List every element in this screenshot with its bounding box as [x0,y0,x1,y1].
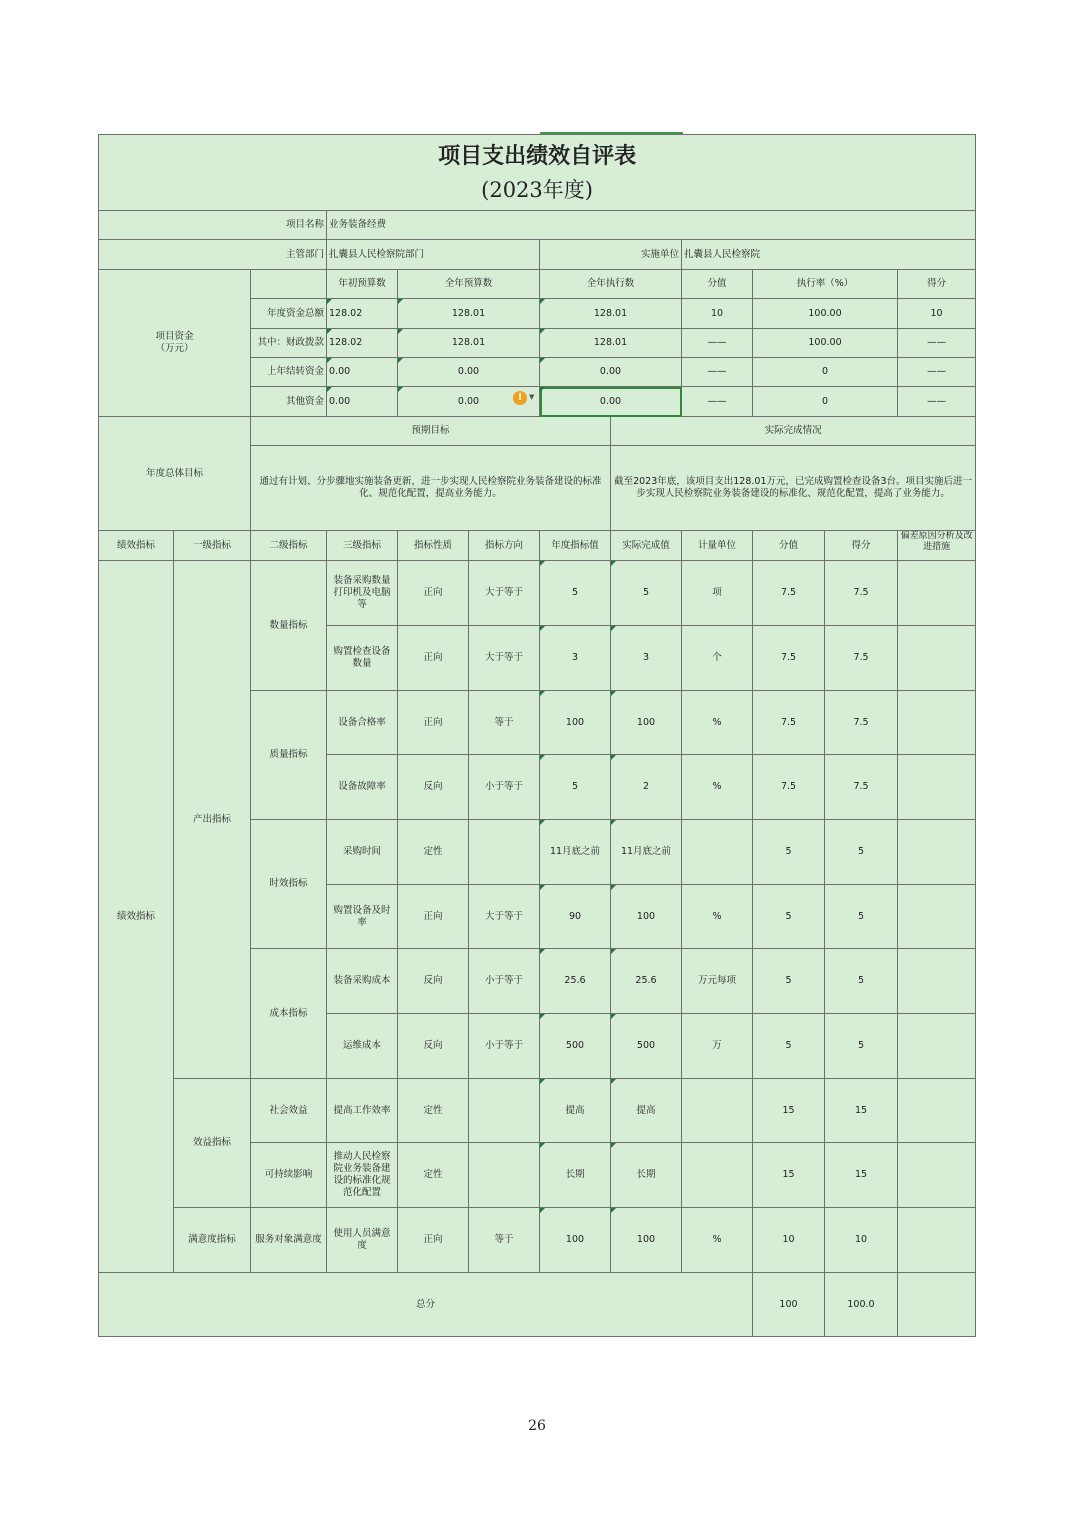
indicator-target[interactable]: 100 [540,691,611,755]
ind-header-score-value[interactable]: 分值 [753,531,825,561]
indicator-direction[interactable]: 大于等于 [469,626,540,691]
indicator-deviation[interactable] [898,1143,976,1208]
indicator-actual[interactable]: 5 [611,561,682,626]
indicator-actual[interactable]: 100 [611,885,682,949]
indicator-score-value[interactable]: 5 [753,949,825,1014]
indicator-deviation[interactable] [898,1079,976,1143]
indicator-target[interactable]: 5 [540,755,611,820]
funds-row-init[interactable]: 0.00 [327,358,398,387]
indicator-unit[interactable]: 项 [682,561,753,626]
indicator-unit[interactable]: 个 [682,626,753,691]
indicator-direction[interactable]: 小于等于 [469,755,540,820]
ind-header-nature[interactable]: 指标性质 [398,531,469,561]
page-number: 26 [528,1418,546,1434]
indicator-score[interactable]: 7.5 [825,626,898,691]
indicator-nature[interactable]: 反向 [398,949,469,1014]
indicator-score[interactable]: 10 [825,1208,898,1273]
indicator-target[interactable]: 5 [540,561,611,626]
funds-row-exec[interactable]: 128.01 [540,299,682,329]
level1-output[interactable]: 产出指标 [174,561,251,1079]
indicator-actual[interactable]: 11月底之前 [611,820,682,885]
indicator-score[interactable]: 5 [825,820,898,885]
indicator-score[interactable]: 5 [825,885,898,949]
indicator-level3[interactable]: 采购时间 [327,820,398,885]
indicator-target[interactable]: 3 [540,626,611,691]
funds-row-budget[interactable]: 0.00 [398,358,540,387]
indicator-deviation[interactable] [898,1014,976,1079]
indicator-score-value[interactable]: 15 [753,1143,825,1208]
level2-timeliness[interactable]: 时效指标 [251,820,327,949]
ind-header-level3[interactable]: 三级指标 [327,531,398,561]
project-name-label[interactable]: 项目名称 [99,211,327,240]
perf-indicator-group-label[interactable]: 绩效指标 [99,561,174,1273]
level1-satisfaction[interactable]: 满意度指标 [174,1208,251,1273]
funds-row-budget[interactable]: 128.01 [398,329,540,358]
funds-row-rate[interactable]: 100.00 [753,329,898,358]
indicator-actual[interactable]: 500 [611,1014,682,1079]
funds-label-cell[interactable] [99,270,251,417]
indicator-level3[interactable]: 购置检查设备数量 [327,626,398,691]
funds-row-score-value[interactable]: —— [682,387,753,417]
ind-header-direction[interactable]: 指标方向 [469,531,540,561]
indicator-level3[interactable]: 设备合格率 [327,691,398,755]
level2-service[interactable]: 服务对象满意度 [251,1208,327,1273]
indicator-direction[interactable]: 等于 [469,1208,540,1273]
funds-row-label[interactable]: 年度资金总额 [251,299,327,329]
indicator-deviation[interactable] [898,949,976,1014]
indicator-target[interactable]: 25.6 [540,949,611,1014]
dept-value[interactable]: 扎囊县人民检察院部门 [327,240,540,270]
funds-row-score[interactable]: —— [898,387,976,417]
ind-header-level2[interactable]: 二级指标 [251,531,327,561]
ind-header-deviation[interactable]: 偏差原因分析及改进措施 [898,531,976,561]
indicator-score-value[interactable]: 5 [753,1014,825,1079]
level2-sustain[interactable]: 可持续影响 [251,1143,327,1208]
funds-row-rate[interactable]: 0 [753,387,898,417]
level2-social[interactable]: 社会效益 [251,1079,327,1143]
indicator-nature[interactable]: 正向 [398,1208,469,1273]
funds-row-exec[interactable]: 0.00 [540,358,682,387]
funds-row-rate[interactable]: 0 [753,358,898,387]
ind-header-score[interactable]: 得分 [825,531,898,561]
total-score-value[interactable]: 100 [753,1273,825,1337]
indicator-level3[interactable]: 购置设备及时率 [327,885,398,949]
indicator-deviation[interactable] [898,820,976,885]
indicator-level3[interactable]: 装备采购数量打印机及电脑等 [327,561,398,626]
table-subtitle: (2023年度) [481,177,593,202]
funds-row-label[interactable]: 其中：财政拨款 [251,329,327,358]
indicator-level3[interactable]: 提高工作效率 [327,1079,398,1143]
indicator-direction[interactable]: 大于等于 [469,561,540,626]
indicator-score-value[interactable]: 5 [753,885,825,949]
ind-header-performance[interactable]: 绩效指标 [99,531,174,561]
indicator-target[interactable]: 500 [540,1014,611,1079]
overall-goal-label[interactable]: 年度总体目标 [99,417,251,531]
indicator-target[interactable]: 100 [540,1208,611,1273]
funds-header-budget[interactable]: 全年预算数 [398,270,540,299]
ind-header-level1[interactable]: 一级指标 [174,531,251,561]
indicator-deviation[interactable] [898,561,976,626]
funds-label: 项目资金 [155,331,194,342]
indicator-direction[interactable] [469,1143,540,1208]
indicator-deviation[interactable] [898,1208,976,1273]
indicator-unit[interactable] [682,1079,753,1143]
indicator-nature[interactable]: 正向 [398,691,469,755]
indicator-unit[interactable]: 万元每项 [682,949,753,1014]
indicator-actual[interactable]: 3 [611,626,682,691]
funds-row-score[interactable]: 10 [898,299,976,329]
actual-result-header[interactable]: 实际完成情况 [611,417,976,446]
indicator-score[interactable]: 7.5 [825,561,898,626]
total-label[interactable]: 总分 [99,1273,753,1337]
level1-benefit[interactable]: 效益指标 [174,1079,251,1208]
actual-result-text[interactable]: 截至2023年底，该项目支出128.01万元，已完成购置检查设备3台。项目实施后进一步实现人民检察院业务装备建设的标准化、规范化配置，提高了业务能力。 [611,446,976,531]
indicator-deviation[interactable] [898,885,976,949]
error-warning-icon[interactable]: ! [513,391,527,405]
ind-header-actual[interactable]: 实际完成值 [611,531,682,561]
funds-row-init[interactable]: 0.00 [327,387,398,417]
indicator-score[interactable]: 7.5 [825,755,898,820]
funds-row-budget[interactable]: 128.01 [398,299,540,329]
indicator-score-value[interactable]: 7.5 [753,755,825,820]
funds-header-score[interactable]: 得分 [898,270,976,299]
indicator-unit[interactable]: % [682,755,753,820]
expected-goal-header[interactable]: 预期目标 [251,417,611,446]
expected-goal-text[interactable]: 通过有计划、分步骤地实施装备更新，进一步实现人民检察院业务装备建设的标准化、规范化配置，提高业务能力。 [251,446,611,531]
funds-row-label[interactable]: 上年结转资金 [251,358,327,387]
indicator-deviation[interactable] [898,755,976,820]
indicator-deviation[interactable] [898,691,976,755]
indicator-target[interactable]: 提高 [540,1079,611,1143]
indicator-level3[interactable]: 推动人民检察院业务装备建设的标准化规范化配置 [327,1143,398,1208]
indicator-direction[interactable]: 等于 [469,691,540,755]
funds-row-exec-selected[interactable]: 0.00 [540,387,682,417]
funds-row-init[interactable]: 128.02 [327,329,398,358]
funds-header-score-value[interactable]: 分值 [682,270,753,299]
funds-row-score[interactable]: —— [898,358,976,387]
indicator-nature[interactable]: 定性 [398,1143,469,1208]
indicator-unit[interactable]: % [682,885,753,949]
indicator-score-value[interactable]: 7.5 [753,691,825,755]
performance-self-evaluation-table [98,134,976,1337]
funds-unit-label: （万元） [155,343,194,354]
indicator-unit[interactable] [682,820,753,885]
indicator-score-value[interactable]: 7.5 [753,626,825,691]
level2-quantity[interactable]: 数量指标 [251,561,327,691]
indicator-nature[interactable]: 反向 [398,755,469,820]
indicator-target[interactable]: 长期 [540,1143,611,1208]
funds-row-label[interactable]: 其他资金 [251,387,327,417]
impl-unit-value[interactable]: 扎囊县人民检察院 [682,240,976,270]
ind-header-unit[interactable]: 计量单位 [682,531,753,561]
indicator-level3[interactable]: 运维成本 [327,1014,398,1079]
indicator-score[interactable]: 5 [825,1014,898,1079]
indicator-level3[interactable]: 装备采购成本 [327,949,398,1014]
indicator-level3[interactable]: 使用人员满意度 [327,1208,398,1273]
table-title: 项目支出绩效自评表 [438,142,637,169]
indicator-score-value[interactable]: 7.5 [753,561,825,626]
total-score[interactable]: 100.0 [825,1273,898,1337]
funds-row-score-value[interactable]: 10 [682,299,753,329]
funds-header-init[interactable]: 年初预算数 [327,270,398,299]
level2-cost[interactable]: 成本指标 [251,949,327,1079]
funds-row-budget[interactable]: 0.00 [398,387,540,417]
indicator-score[interactable]: 15 [825,1079,898,1143]
total-deviation[interactable] [898,1273,976,1337]
indicator-deviation[interactable] [898,626,976,691]
indicator-score[interactable]: 5 [825,949,898,1014]
indicator-nature[interactable]: 反向 [398,1014,469,1079]
indicator-unit[interactable]: % [682,1208,753,1273]
funds-header-blank[interactable] [251,270,327,299]
indicator-nature[interactable]: 定性 [398,1079,469,1143]
indicator-actual[interactable]: 100 [611,1208,682,1273]
indicator-nature[interactable]: 定性 [398,820,469,885]
funds-row-score-value[interactable]: —— [682,329,753,358]
indicator-score[interactable]: 7.5 [825,691,898,755]
funds-row-rate[interactable]: 100.00 [753,299,898,329]
funds-row-exec[interactable]: 128.01 [540,329,682,358]
indicator-actual[interactable]: 25.6 [611,949,682,1014]
funds-header-exec[interactable]: 全年执行数 [540,270,682,299]
indicator-score-value[interactable]: 5 [753,820,825,885]
indicator-direction[interactable]: 小于等于 [469,949,540,1014]
indicator-unit[interactable]: 万 [682,1014,753,1079]
project-name-value[interactable]: 业务装备经费 [327,211,976,240]
indicator-nature[interactable]: 正向 [398,561,469,626]
table-title-cell[interactable] [99,135,976,211]
indicator-score-value[interactable]: 10 [753,1208,825,1273]
funds-header-exec-rate[interactable]: 执行率（%） [753,270,898,299]
indicator-direction[interactable]: 大于等于 [469,885,540,949]
indicator-level3[interactable]: 设备故障率 [327,755,398,820]
ind-header-target[interactable]: 年度指标值 [540,531,611,561]
chevron-down-icon[interactable]: ▼ [529,393,535,401]
impl-unit-label[interactable]: 实施单位 [540,240,682,270]
indicator-actual[interactable]: 长期 [611,1143,682,1208]
funds-row-init[interactable]: 128.02 [327,299,398,329]
funds-row-score[interactable]: —— [898,329,976,358]
dept-label[interactable]: 主管部门 [99,240,327,270]
indicator-target[interactable]: 11月底之前 [540,820,611,885]
indicator-unit[interactable] [682,1143,753,1208]
indicator-nature[interactable]: 正向 [398,626,469,691]
indicator-score-value[interactable]: 15 [753,1079,825,1143]
indicator-score[interactable]: 15 [825,1143,898,1208]
indicator-direction[interactable]: 小于等于 [469,1014,540,1079]
funds-row-score-value[interactable]: —— [682,358,753,387]
indicator-direction[interactable] [469,820,540,885]
indicator-nature[interactable]: 正向 [398,885,469,949]
indicator-actual[interactable]: 100 [611,691,682,755]
indicator-actual[interactable]: 提高 [611,1079,682,1143]
indicator-target[interactable]: 90 [540,885,611,949]
indicator-actual[interactable]: 2 [611,755,682,820]
indicator-unit[interactable]: % [682,691,753,755]
indicator-direction[interactable] [469,1079,540,1143]
level2-quality[interactable]: 质量指标 [251,691,327,820]
